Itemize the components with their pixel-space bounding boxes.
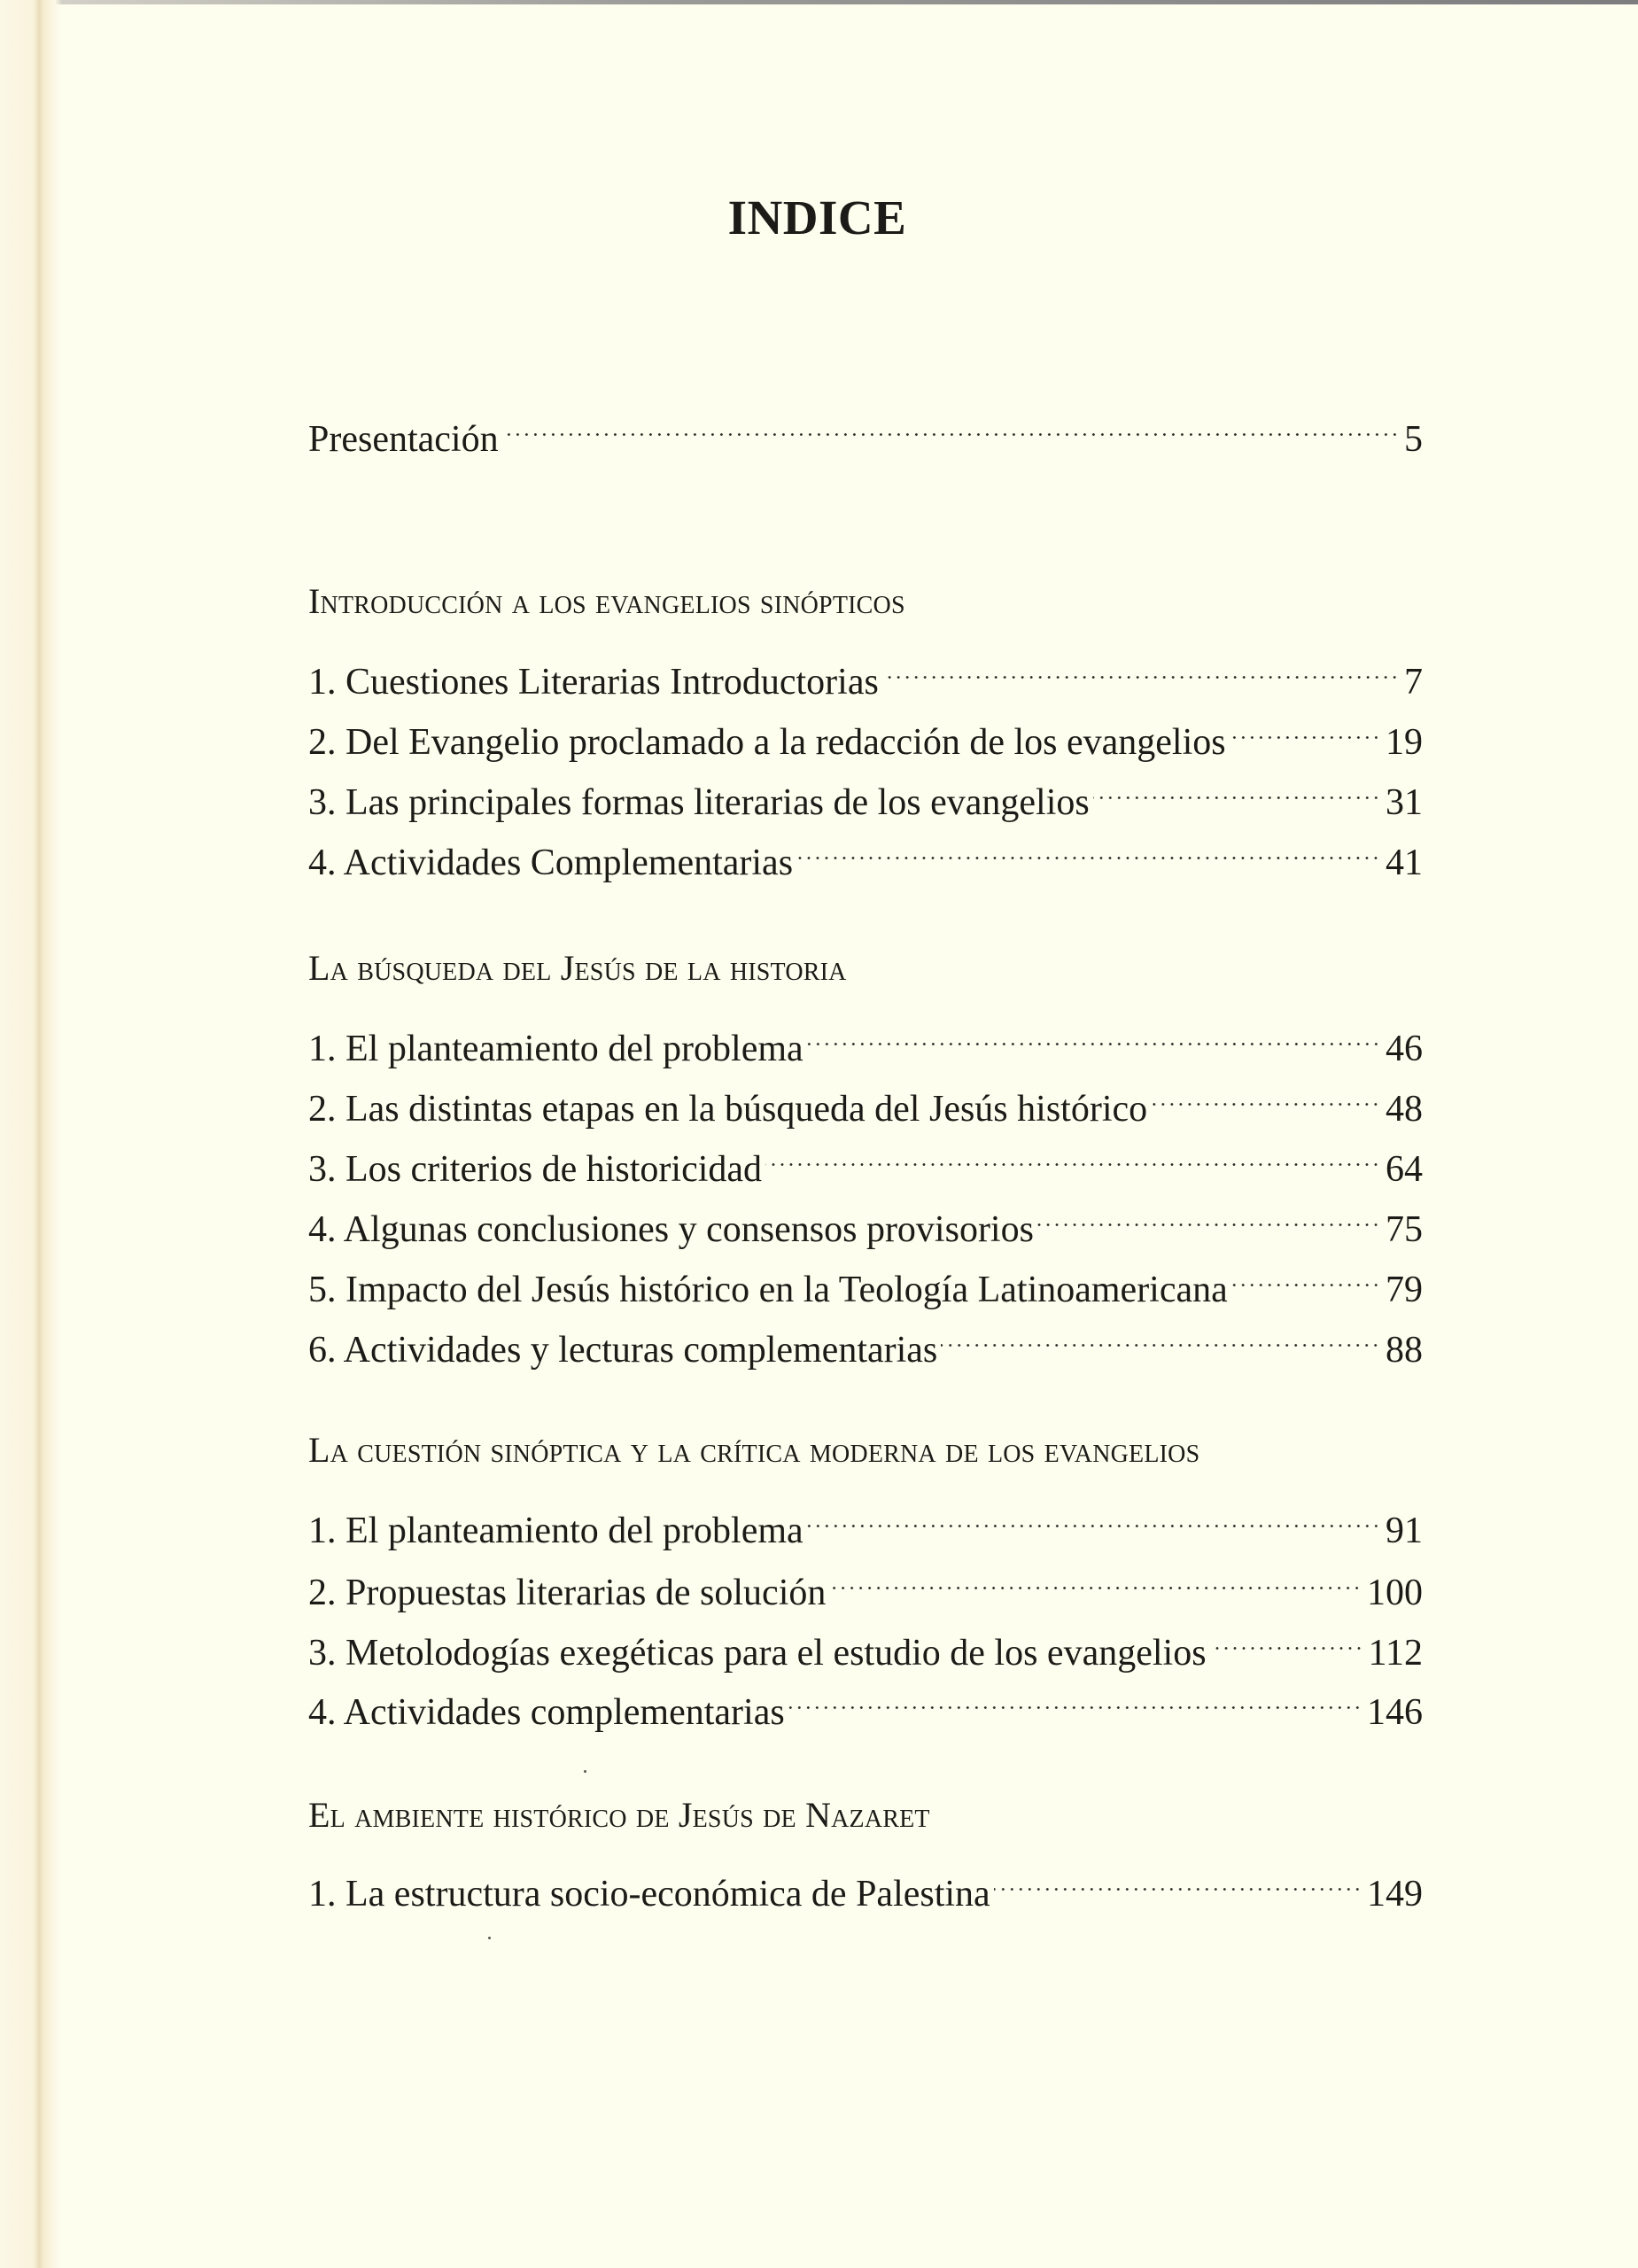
section-heading-busqueda: La búsqueda del Jesús de la historia bbox=[308, 948, 847, 988]
scan-speck bbox=[584, 1770, 586, 1773]
toc-entry-label: 6. Actividades y lecturas complementarias bbox=[308, 1330, 938, 1371]
toc-entry-presentacion[interactable] bbox=[308, 391, 1423, 460]
toc-entry-label: 3. Las principales formas literarias de los evangelios bbox=[308, 782, 1090, 823]
toc-entry-page: 48 bbox=[1386, 1089, 1423, 1130]
toc-entry-page: 88 bbox=[1386, 1330, 1423, 1371]
toc-entry-label: 2. Del Evangelio proclamado a la redacción de los evangelios bbox=[308, 722, 1226, 763]
toc-entry-page: 146 bbox=[1367, 1692, 1423, 1733]
dot-leader bbox=[502, 391, 1399, 451]
toc-entry-label: 3. Metolodogías exegéticas para el estudio de los evangelios bbox=[308, 1633, 1207, 1674]
toc-entry[interactable] bbox=[308, 814, 1423, 883]
section-heading-cuestion-sinoptica: La cuestión sinóptica y la crítica moderna de los evangelios bbox=[308, 1430, 1200, 1470]
toc-entry-page: 75 bbox=[1386, 1209, 1423, 1250]
toc-entry-label: 1. La estructura socio-económica de Palestina bbox=[308, 1874, 990, 1915]
section-heading-introduccion: Introducción a los evangelios sinópticos bbox=[308, 581, 905, 621]
toc-entry-label: 3. Los criterios de historicidad bbox=[308, 1149, 763, 1190]
dot-leader bbox=[941, 1301, 1380, 1362]
toc-entry-page: 46 bbox=[1386, 1029, 1423, 1069]
dot-leader bbox=[994, 1845, 1362, 1906]
dot-leader bbox=[1151, 1060, 1380, 1121]
toc-entry-page: 31 bbox=[1386, 782, 1423, 823]
toc-entry-label: 5. Impacto del Jesús histórico en la Teología Latinoamericana bbox=[308, 1270, 1228, 1310]
section-heading-ambiente-historico: El ambiente histórico de Jesús de Nazaret bbox=[308, 1795, 930, 1835]
toc-entry[interactable] bbox=[308, 1301, 1423, 1371]
dot-leader bbox=[1037, 1181, 1380, 1241]
toc-entry[interactable] bbox=[308, 1664, 1423, 1733]
toc-entry[interactable] bbox=[308, 1482, 1423, 1551]
page-title-text: INDICE bbox=[727, 190, 907, 245]
toc-entry[interactable] bbox=[308, 1845, 1423, 1915]
dot-leader bbox=[765, 1121, 1380, 1181]
toc-entry-page: 149 bbox=[1367, 1874, 1423, 1915]
dot-leader bbox=[882, 633, 1399, 694]
dot-leader bbox=[788, 1664, 1362, 1724]
toc-entry-page: 100 bbox=[1367, 1573, 1423, 1613]
toc-entry[interactable] bbox=[308, 1181, 1423, 1250]
toc-entry-page: 112 bbox=[1368, 1633, 1423, 1674]
toc-entry-page: 79 bbox=[1386, 1270, 1423, 1310]
scan-speck bbox=[488, 1937, 491, 1939]
toc-entry-label: 4. Actividades Complementarias bbox=[308, 843, 794, 883]
toc-entry-label: 4. Algunas conclusiones y consensos provisorios bbox=[308, 1209, 1034, 1250]
dot-leader bbox=[796, 814, 1380, 874]
dot-leader bbox=[1093, 754, 1380, 814]
toc-entry-page: 64 bbox=[1386, 1149, 1423, 1190]
dot-leader bbox=[1210, 1604, 1363, 1665]
toc-entry-page: 41 bbox=[1386, 843, 1423, 883]
toc-entry-label: 1. El planteamiento del problema bbox=[308, 1511, 803, 1551]
toc-entry-page: 5 bbox=[1404, 419, 1423, 460]
toc-entry[interactable] bbox=[308, 1544, 1423, 1613]
toc-entry[interactable] bbox=[308, 754, 1423, 823]
toc-entry-label: Presentación bbox=[308, 419, 499, 460]
toc-entry-label: 2. Las distintas etapas en la búsqueda del Jesús histórico bbox=[308, 1089, 1148, 1130]
dot-leader bbox=[829, 1544, 1362, 1604]
toc-entry-label: 1. El planteamiento del problema bbox=[308, 1029, 803, 1069]
toc-entry-label: 1. Cuestiones Literarias Introductorias bbox=[308, 662, 879, 703]
dot-leader bbox=[1230, 694, 1380, 754]
dot-leader bbox=[807, 1000, 1380, 1060]
toc-entry-page: 19 bbox=[1386, 722, 1423, 763]
scan-top-edge bbox=[0, 0, 1638, 4]
page-title bbox=[0, 188, 1638, 248]
toc-entry[interactable] bbox=[308, 1604, 1423, 1674]
toc-entry[interactable] bbox=[308, 694, 1423, 763]
dot-leader bbox=[807, 1482, 1380, 1542]
toc-entry-page: 91 bbox=[1386, 1511, 1423, 1551]
toc-entry[interactable] bbox=[308, 1121, 1423, 1190]
toc-entry-page: 7 bbox=[1404, 662, 1423, 703]
toc-entry[interactable] bbox=[308, 1241, 1423, 1310]
toc-entry[interactable] bbox=[308, 1060, 1423, 1130]
toc-entry-label: 2. Propuestas literarias de solución bbox=[308, 1573, 827, 1613]
toc-entry[interactable] bbox=[308, 1000, 1423, 1069]
dot-leader bbox=[1231, 1241, 1380, 1301]
book-gutter-shadow bbox=[0, 0, 62, 2268]
toc-entry[interactable] bbox=[308, 633, 1423, 703]
toc-entry-label: 4. Actividades complementarias bbox=[308, 1692, 785, 1733]
